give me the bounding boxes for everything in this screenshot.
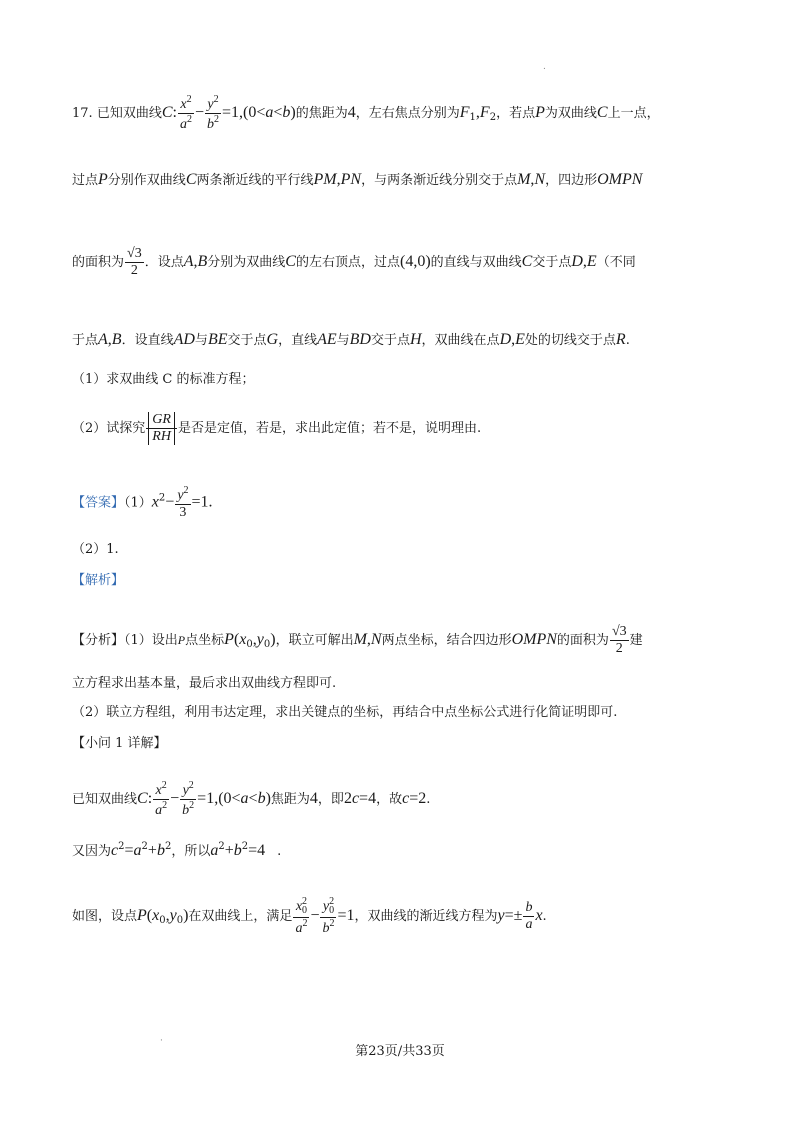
- q17-part2: （2）试探究 $\frac{GR}{RH}$ 是否是定值，若是，求出此定值；若不是，说明理由.: [72, 412, 482, 445]
- analysis-tag: 【解析】: [72, 573, 125, 588]
- q17-number: 17.: [72, 106, 93, 122]
- sub1-tag: 【小问 1 详解】: [72, 736, 167, 751]
- q17-line4: 于点A,B．设直线AD与BE交于点G，直线AE与BD交于点H，双曲线在点D,E处的切线交于点R.: [72, 331, 630, 348]
- sub1-line3: 如图，设点$P(x_0,y_0)$在双曲线上，满足 $\frac{x_0^2}{a^2}$ − $\frac{y_0^2}{b^2}$ =1，双曲线的渐近线方程为y=± $\frac{b}{a}$ x.: [72, 896, 547, 936]
- page-footer: 第23页/共33页: [355, 1044, 445, 1059]
- q17-line3: 的面积为 $\frac{√3}{2}$ ．设点A,B分别为双曲线C的左右顶点，过点(4,0)的直线与双曲线C交于点D,E（不同: [72, 246, 636, 279]
- fenxi-tag: 【分析】: [72, 633, 125, 649]
- answer-tag: 【答案】: [72, 495, 125, 511]
- fenxi-line2: 立方程求出基本量，最后求出双曲线方程即可.: [72, 676, 337, 691]
- fenxi-line1: 【分析】（1）设出P点坐标$P(x_0,y_0)$，联立可解出M,N两点坐标，结合四边形OMPN的面积为 $\frac{√3}{2}$ 建: [72, 624, 643, 657]
- sub1-line2: 又因为$c^2=a^2+b^2$，所以$a^2+b^2=4$ .: [72, 841, 282, 859]
- q17-part1: （1）求双曲线 C 的标准方程；: [72, 372, 255, 387]
- stray-mark-2: ·: [160, 1036, 163, 1046]
- sub1-line1: 已知双曲线C: $\frac{x^2}{a^2}$ − $\frac{y^2}{b^2}$ =1,(0<a<b)焦距为4，即2c=4，故c=2.: [72, 780, 431, 819]
- answer-line1: 【答案】$(1)x^2-$ $\frac{y^2}{3}$ =1.: [72, 485, 213, 521]
- stray-mark: .: [543, 62, 546, 72]
- fenxi-line3: （2）联立方程组，利用韦达定理，求出关键点的坐标，再结合中点坐标公式进行化简证明即可.: [72, 705, 618, 720]
- answer-line2: （2）1.: [72, 542, 119, 557]
- q17-line2: 过点P分别作双曲线C两条渐近线的平行线PM,PN，与两条渐近线分别交于点M,N，四边形OMPN: [72, 171, 643, 188]
- q17-line1: 17. 已知双曲线C: $\frac{x^2}{a^2}$ − $\frac{y^2}{b^2}$ =1,(0<a<b)的焦距为4，左右焦点分别为$F_1,F_2$，若点P为双曲线C上一点，: [72, 94, 660, 133]
